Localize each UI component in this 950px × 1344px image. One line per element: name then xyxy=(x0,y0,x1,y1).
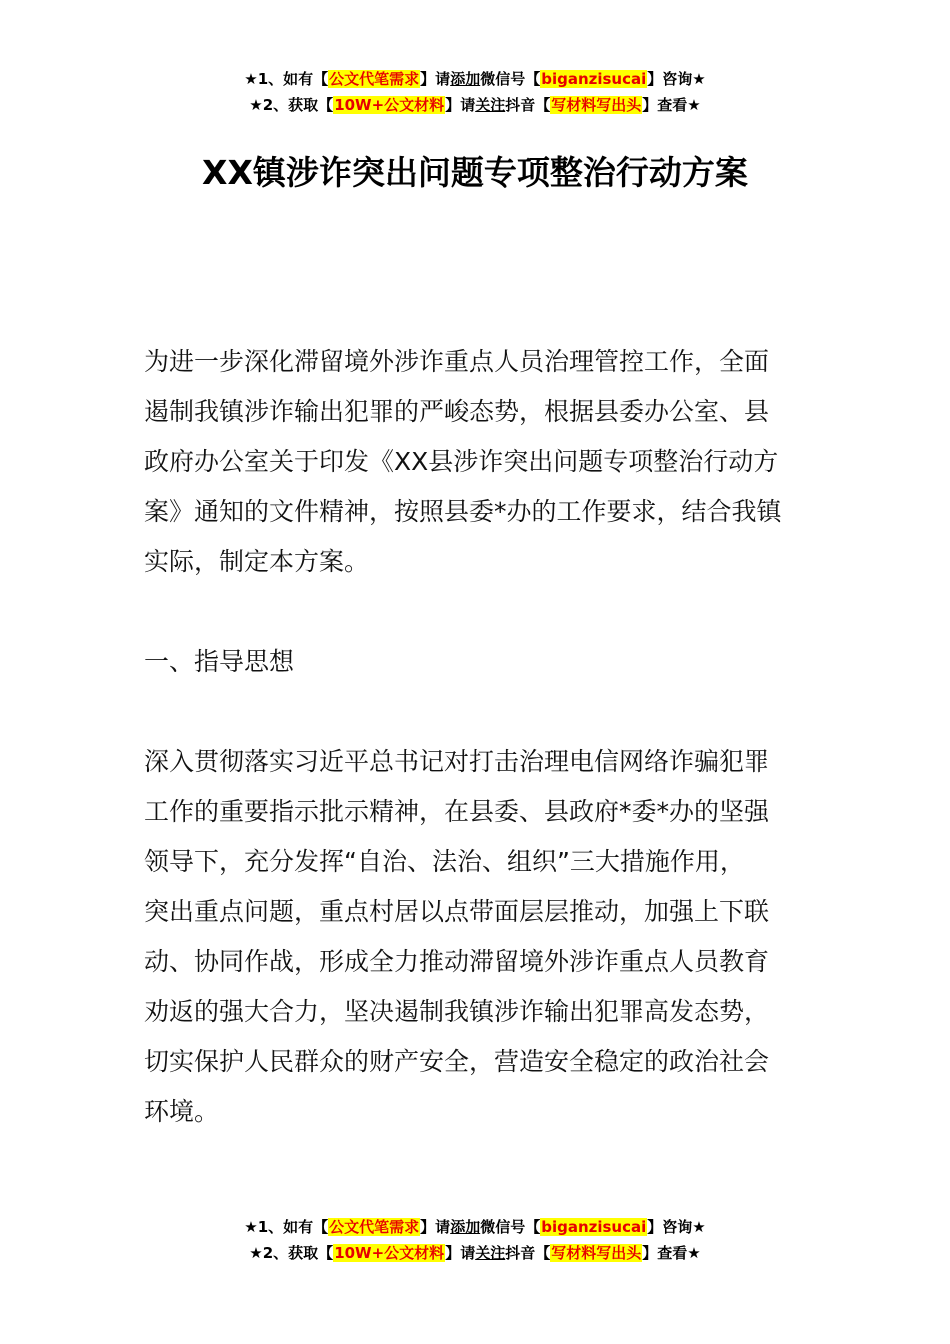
promo-underline-add: 添加 xyxy=(450,1218,481,1236)
promo-line-2: ★2、获取【10W+公文材料】请关注抖音【写材料写出头】查看★ xyxy=(249,1244,701,1262)
section-1-line: 深入贯彻落实习近平总书记对打击治理电信网络诈骗犯罪 xyxy=(144,747,770,776)
section-1-line: 领导下，充分发挥“自治、法治、组织”三大措施作用， xyxy=(144,847,745,876)
intro-line: 政府办公室关于印发《XX县涉诈突出问题专项整治行动方 xyxy=(144,447,779,476)
section-1-line: 工作的重要指示批示精神，在县委、县政府*委*办的坚强 xyxy=(144,797,770,826)
header-promo-banner xyxy=(0,66,950,118)
section-heading-guiding-ideology: 一、指导思想 xyxy=(144,647,295,676)
promo-highlight-douyin: 写材料写出头 xyxy=(551,96,642,114)
promo-underline-follow: 关注 xyxy=(475,1244,506,1262)
promo-highlight-douyin: 写材料写出头 xyxy=(551,1244,642,1262)
promo-highlight-service: 公文代笔需求 xyxy=(329,1218,420,1236)
intro-line: 遏制我镇涉诈输出犯罪的严峻态势，根据县委办公室、县 xyxy=(144,397,770,426)
intro-line: 为进一步深化滞留境外涉诈重点人员治理管控工作，全面 xyxy=(144,347,770,376)
promo-highlight-wechat-id: biganzisucai xyxy=(541,70,647,88)
promo-highlight-service: 公文代笔需求 xyxy=(329,70,420,88)
section-1-line: 动、协同作战，形成全力推动滞留境外涉诈重点人员教育 xyxy=(144,947,770,976)
promo-highlight-materials: 10W+公文材料 xyxy=(334,96,445,114)
promo-highlight-materials: 10W+公文材料 xyxy=(334,1244,445,1262)
promo-line-2: ★2、获取【10W+公文材料】请关注抖音【写材料写出头】查看★ xyxy=(249,96,701,114)
promo-underline-follow: 关注 xyxy=(475,96,506,114)
promo-line-1: ★1、如有【公文代笔需求】请添加微信号【biganzisucai】咨询★ xyxy=(244,70,706,88)
section-1-line: 突出重点问题，重点村居以点带面层层推动，加强上下联 xyxy=(144,897,770,926)
section-1-line: 劝返的强大合力，坚决遏制我镇涉诈输出犯罪高发态势， xyxy=(144,997,770,1026)
intro-line: 案》通知的文件精神，按照县委*办的工作要求，结合我镇 xyxy=(144,497,782,526)
footer-promo-banner xyxy=(0,1214,950,1266)
intro-line: 实际，制定本方案。 xyxy=(144,547,370,576)
section-1-paragraph xyxy=(144,737,814,1137)
section-1-line: 环境。 xyxy=(144,1097,220,1126)
promo-highlight-wechat-id: biganzisucai xyxy=(541,1218,647,1236)
promo-line-1: ★1、如有【公文代笔需求】请添加微信号【biganzisucai】咨询★ xyxy=(244,1218,706,1236)
intro-paragraph xyxy=(144,337,814,587)
document-title: XX镇涉诈突出问题专项整治行动方案 xyxy=(202,153,748,192)
promo-underline-add: 添加 xyxy=(450,70,481,88)
section-1-line: 切实保护人民群众的财产安全，营造安全稳定的政治社会 xyxy=(144,1047,770,1076)
